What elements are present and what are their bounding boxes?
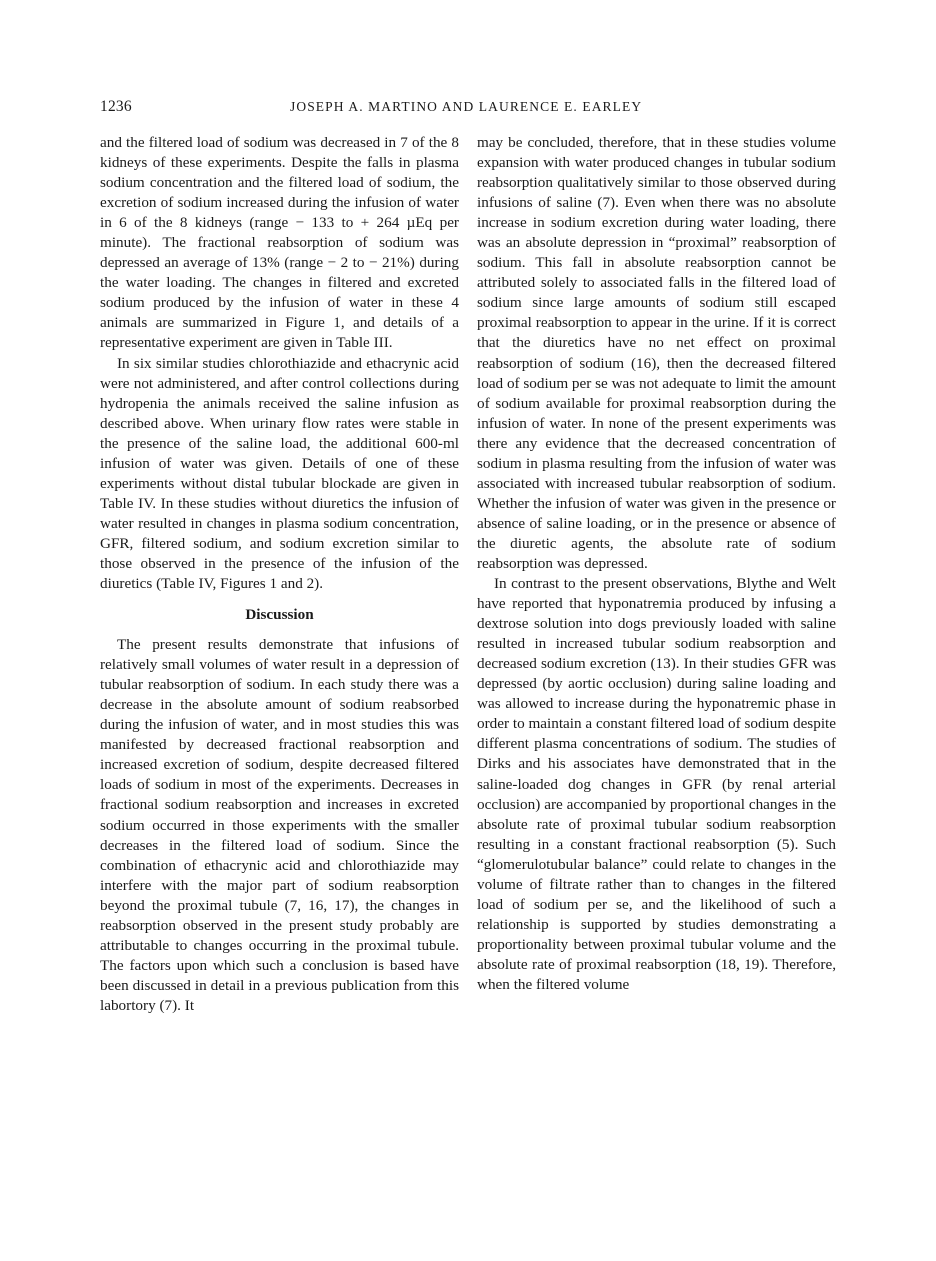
section-heading-discussion: Discussion	[245, 606, 314, 624]
paragraph: In contrast to the present observations, Blythe and Welt have reported that hyponatremia produced by infusing a dextrose solution into dogs previously loaded with saline resulted in increased tubular sodium reabsorption and decreased sodium excretion (13). In their studies GFR was depressed (by aortic occlusion) during saline loading and was allowed to increase during the hyponatremic phase in order to maintain a constant filtered load of sodium despite different plasma concentrations of sodium. The studies of Dirks and his associates have demonstrated that in the saline-loaded dog changes in GFR (by renal arterial occlusion) are accompanied by proportional changes in the absolute rate of proximal tubular sodium reabsorption resulting in a constant fractional reabsorption (5). Such “glomerulotubular balance” could relate to changes in the volume of filtrate rather than to changes in the filtered load of sodium per se, and the likelihood of such a relationship is supported by studies demonstrating a proportionality between proximal tubular volume and the absolute rate of proximal reabsorption (18, 19). Therefore, when the filtered volume	[477, 575, 836, 993]
right-column	[477, 133, 836, 995]
page-number: 1236	[100, 98, 132, 115]
paragraph: The present results demonstrate that infusions of relatively small volumes of water result in a depression of tubular reabsorption of sodium. In each study there was a decrease in the absolute amount of sodium reabsorbed during the infusion of water, and in most studies this was manifested by decreased fractional reabsorption and increased excretion of sodium, despite decreased filtered loads of sodium in most of the experiments. Decreases in fractional sodium reabsorption and increases in excreted sodium occurred in those experiments with the smaller decreases in the filtered load of sodium. Since the combination of ethacrynic acid and chlorothiazide may interfere with the major part of sodium reabsorption beyond the proximal tubule (7, 16, 17), the changes in reabsorption observed in the present study probably are attributable to changes occurring in the proximal tubule. The factors upon which such a conclusion is based have been discussed in detail in a previous publication from this labortory (7). It	[100, 636, 459, 1014]
paragraph: In six similar studies chlorothiazide and ethacrynic acid were not administered, and after control collections during hydropenia the animals received the saline infusion as described above. When urinary flow rates were stable in the presence of the saline load, the additional 600-ml infusion of water was given. Details of one of these experiments without distal tubular blockade are given in Table IV. In these studies without diuretics the infusion of water resulted in changes in plasma sodium concentration, GFR, filtered sodium, and sodium excretion similar to those observed in the presence of the infusion of the diuretics (Table IV, Figures 1 and 2).	[100, 354, 459, 593]
running-head-authors: JOSEPH A. MARTINO AND LAURENCE E. EARLEY	[290, 99, 643, 114]
left-column	[100, 133, 459, 1016]
paragraph: may be concluded, therefore, that in these studies volume expansion with water produced changes in tubular sodium reabsorption qualitatively similar to those observed during infusions of saline (7). Even when there was no absolute increase in sodium excretion during water loading, there was an absolute depression in “proximal” reabsorption of sodium. This fall in absolute reabsorption cannot be attributed solely to associated falls in the filtered load of sodium since large amounts of sodium still escaped proximal reabsorption to appear in the urine. If it is correct that the diuretics have no net effect on proximal reabsorption of sodium (16), then the decreased filtered load of sodium per se was not adequate to limit the amount of sodium available for proximal reabsorption during the infusion of water. In none of the present experiments was there any evidence that the decreased concentration of sodium in plasma resulting from the infusion of water was associated with increased tubular reabsorption of sodium. Whether the infusion of water was given in the presence or absence of saline loading, or in the presence or absence of the diuretic agents, the absolute rate of sodium reabsorption was depressed.	[477, 134, 836, 572]
paragraph: and the filtered load of sodium was decreased in 7 of the 8 kidneys of these experiments. Despite the falls in plasma sodium concentration and the filtered load of sodium, the excretion of sodium increased during the infusion of water in 6 of the 8 kidneys (range − 133 to + 264 µEq per minute). The fractional reabsorption of sodium was depressed an average of 13% (range − 2 to − 21%) during the water loading. The changes in filtered and excreted sodium produced by the infusion of water in these 4 animals are summarized in Figure 1, and details of a representative experiment are given in Table III.	[100, 134, 459, 352]
running-head	[100, 98, 832, 120]
